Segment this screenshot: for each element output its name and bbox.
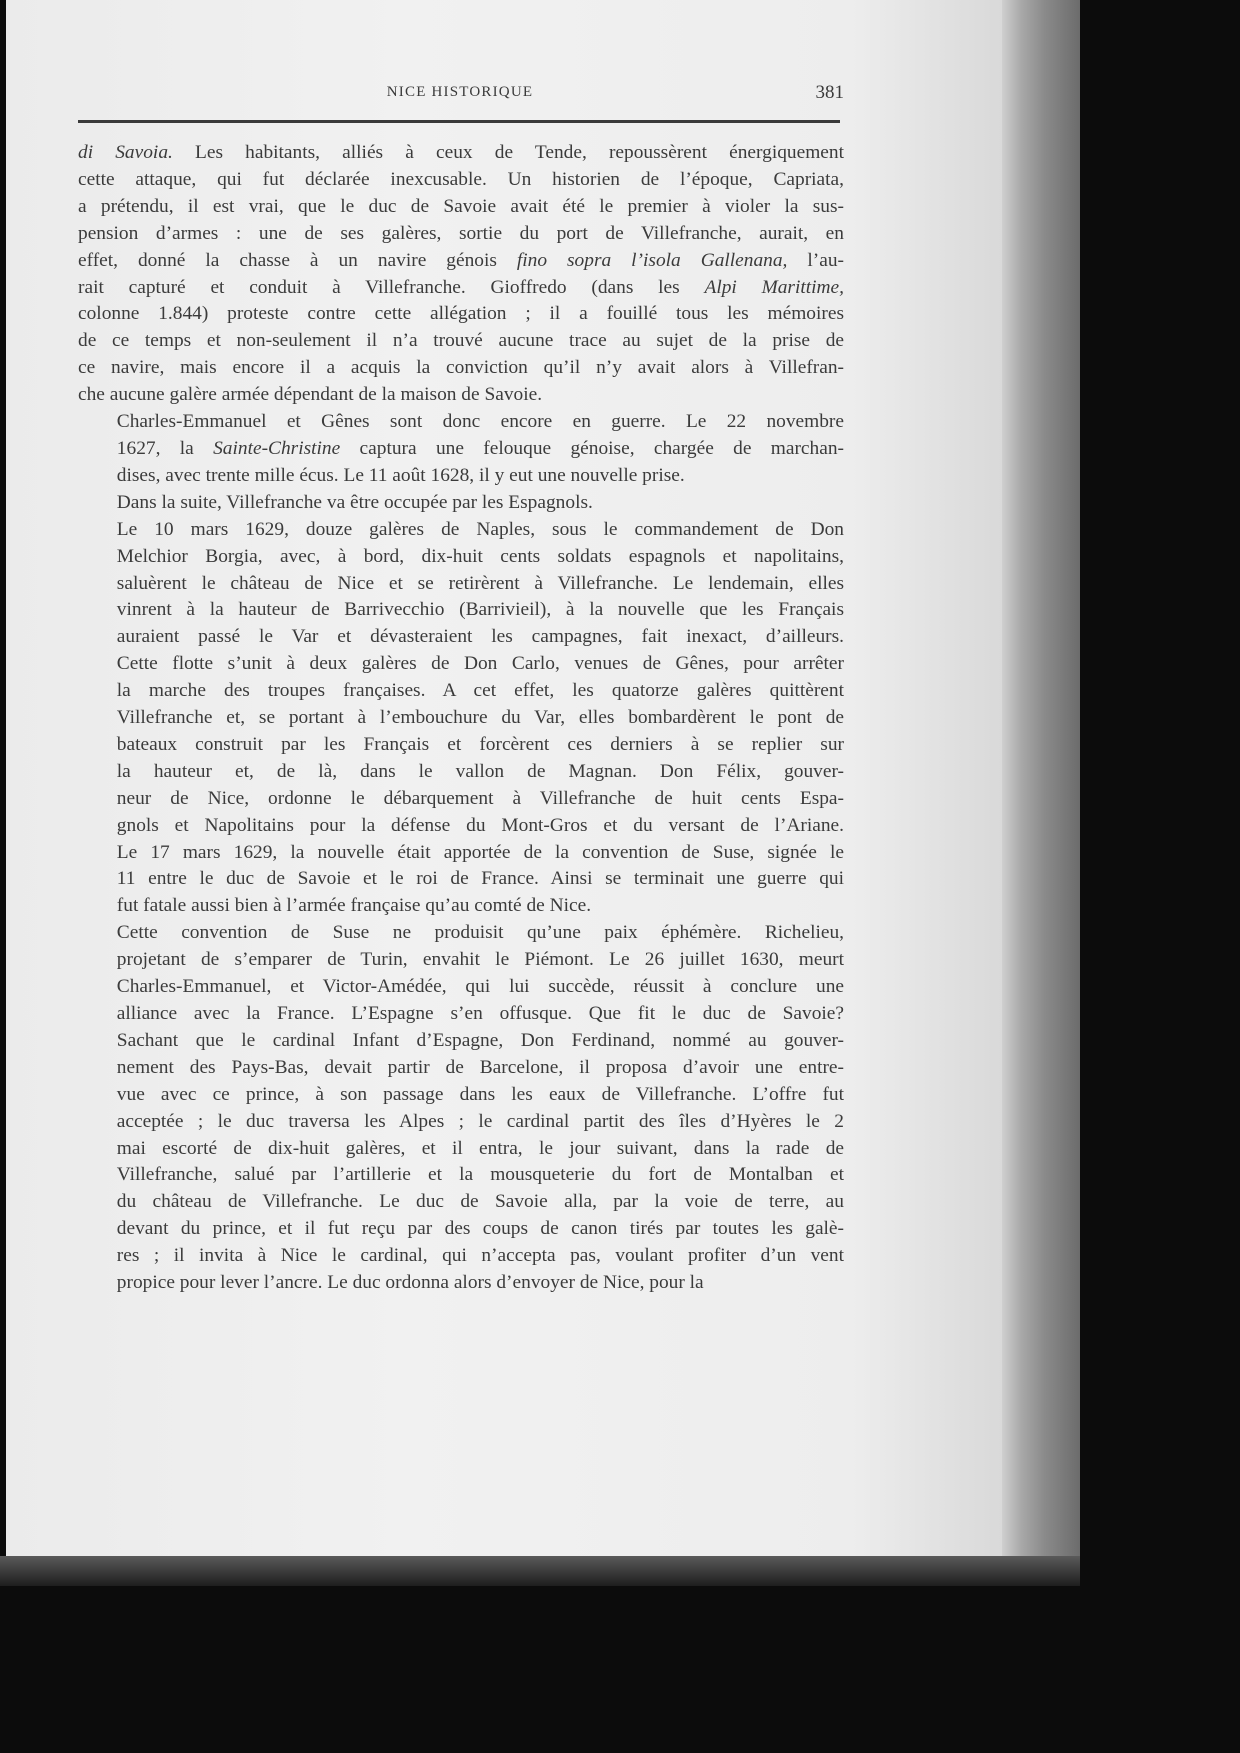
text-line [78, 705, 844, 732]
text-line [78, 1055, 844, 1082]
text-run: Sachant que le cardinal Infant d’Espagne, Don Ferdinand, nommé au gouver- [116, 1029, 844, 1051]
text-run: l’au- [787, 249, 845, 271]
text-run: vue avec ce prince, à son passage dans les eaux de Villefranche. L’offre fut [116, 1083, 844, 1105]
text-line [78, 624, 844, 651]
page-stack-edge [1002, 0, 1080, 1556]
text-run: res ; il invita à Nice le cardinal, qui n’accepta pas, voulant profiter d’un vent [116, 1245, 844, 1267]
text-line [78, 1162, 844, 1189]
paragraph [78, 409, 844, 490]
text-line [78, 893, 844, 920]
running-header [76, 84, 844, 108]
text-run: effet, donné la chasse à un navire génois [78, 249, 517, 271]
text-line [78, 571, 844, 598]
text-line [78, 678, 844, 705]
text-run: fut fatale aussi bien à l’armée française qu’au comté de Nice. [116, 895, 592, 917]
paragraph [78, 490, 844, 517]
text-run: Charles-Emmanuel et Gênes sont donc encore en guerre. Le 22 novembre [116, 411, 844, 433]
text-run: 11 entre le duc de Savoie et le roi de France. Ainsi se terminait une guerre qui [116, 868, 844, 890]
text-line [78, 597, 844, 624]
text-line [78, 813, 844, 840]
text-run: dises, avec trente mille écus. Le 11 août 1628, il y eut une nouvelle prise. [116, 464, 685, 486]
text-run: neur de Nice, ordonne le débarquement à Villefranche de huit cents Espa- [116, 787, 844, 809]
italic-text: Sainte-Christine [213, 437, 341, 459]
text-run: mai escorté de dix-huit galères, et il entra, le jour suivant, dans la rade de [116, 1137, 844, 1159]
text-run: ce navire, mais encore il a acquis la conviction qu’il n’y avait alors à Villefran- [78, 357, 844, 379]
text-line [78, 759, 844, 786]
text-run: Charles-Emmanuel, et Victor-Amédée, qui lui succède, réussit à conclure une [116, 976, 844, 998]
text-run: saluèrent le château de Nice et se retirèrent à Villefranche. Le lendemain, elles [116, 572, 844, 594]
paragraph [78, 517, 844, 921]
text-run: rait capturé et conduit à Villefranche. Gioffredo (dans les [78, 276, 705, 298]
text-run: colonne 1.844) proteste contre cette allégation ; il a fouillé tous les mémoires [78, 303, 844, 325]
text-run: nement des Pays-Bas, devait partir de Barcelone, il proposa d’avoir une entre- [116, 1056, 844, 1078]
text-line [78, 328, 844, 355]
text-run: Les habitants, alliés à ceux de Tende, repoussèrent énergiquement [172, 142, 844, 163]
text-run: Cette convention de Suse ne produisit qu’une paix éphémère. Richelieu, [116, 922, 844, 944]
header-rule [78, 120, 840, 123]
text-line [78, 140, 844, 167]
text-run: de ce temps et non-seulement il n’a trouvé aucune trace au sujet de la prise de [78, 330, 844, 352]
text-run: propice pour lever l’ancre. Le duc ordonna alors d’envoyer de Nice, pour la [116, 1272, 704, 1294]
text-line [78, 1270, 844, 1297]
text-line [78, 221, 844, 248]
text-line [78, 194, 844, 221]
text-line [78, 1082, 844, 1109]
text-run: Dans la suite, Villefranche va être occupée par les Espagnols. [116, 491, 593, 513]
text-run: vinrent à la hauteur de Barrivecchio (Barrivieil), à la nouvelle que les Français [116, 599, 844, 621]
paper-page [6, 0, 1002, 1556]
text-line [78, 786, 844, 813]
text-run: che aucune galère armée dépendant de la maison de Savoie. [78, 384, 543, 406]
text-line [78, 1109, 844, 1136]
text-run: 1627, la [116, 437, 214, 459]
italic-text: di Savoia. [78, 142, 173, 163]
text-line [78, 1189, 844, 1216]
text-line [78, 866, 844, 893]
text-line [78, 463, 844, 490]
text-line [78, 732, 844, 759]
scan-shadow [0, 1556, 1080, 1586]
text-line [78, 1001, 844, 1028]
text-run: acceptée ; le duc traversa les Alpes ; le cardinal partit des îles d’Hyères le 2 [116, 1110, 844, 1132]
text-line [78, 436, 844, 463]
text-line [78, 409, 844, 436]
text-run: Le 10 mars 1629, douze galères de Naples, sous le commandement de Don [116, 518, 844, 540]
text-line [78, 544, 844, 571]
text-run: gnols et Napolitains pour la défense du Mont-Gros et du versant de l’Ariane. [116, 814, 844, 836]
text-run: captura une felouque génoise, chargée de marchan- [340, 437, 844, 459]
text-line [78, 920, 844, 947]
paragraph [78, 920, 844, 1297]
text-line [78, 840, 844, 867]
text-run: du château de Villefranche. Le duc de Savoie alla, par la voie de terre, au [116, 1191, 844, 1213]
text-run: la hauteur et, de là, dans le vallon de Magnan. Don Félix, gouver- [116, 760, 844, 782]
text-run: bateaux construit par les Français et forcèrent ces derniers à se replier sur [116, 733, 844, 755]
text-line [78, 248, 844, 275]
text-run: a prétendu, il est vrai, que le duc de Savoie avait été le premier à violer la sus- [78, 195, 844, 217]
text-run: la marche des troupes françaises. A cet effet, les quatorze galères quittèrent [116, 680, 844, 702]
text-line [78, 947, 844, 974]
text-line [78, 490, 844, 517]
text-line [78, 301, 844, 328]
text-run: devant du prince, et il fut reçu par des coups de canon tirés par toutes les galè- [116, 1218, 844, 1240]
text-run: Villefranche et, se portant à l’embouchure du Var, elles bombardèrent le pont de [116, 707, 844, 729]
italic-text: fino sopra l’isola Gallenana, [516, 249, 788, 271]
running-title: NICE HISTORIQUE [386, 84, 534, 100]
text-line [78, 1028, 844, 1055]
text-line [78, 355, 844, 382]
text-run: Cette flotte s’unit à deux galères de Don Carlo, venues de Gênes, pour arrêter [116, 653, 844, 675]
text-run: alliance avec la France. L’Espagne s’en offusque. Que fit le duc de Savoie? [116, 1003, 844, 1024]
text-line [78, 167, 844, 194]
text-run: Melchior Borgia, avec, à bord, dix-huit cents soldats espagnols et napolitains, [116, 545, 844, 567]
italic-text: Alpi Marittime, [704, 276, 844, 298]
body-text [78, 140, 844, 1297]
text-line [78, 275, 844, 302]
text-run: auraient passé le Var et dévasteraient les campagnes, fait inexact, d’ailleurs. [116, 626, 844, 648]
text-run: pension d’armes : une de ses galères, sortie du port de Villefranche, aurait, en [78, 222, 844, 244]
text-run: Villefranche, salué par l’artillerie et la mousqueterie du fort de Montalban et [116, 1164, 844, 1186]
text-line [78, 1216, 844, 1243]
text-run: cette attaque, qui fut déclarée inexcusable. Un historien de l’époque, Capriata, [78, 168, 844, 190]
page-number: 381 [815, 82, 844, 103]
text-line [78, 517, 844, 544]
text-line [78, 974, 844, 1001]
text-line [78, 1243, 844, 1270]
text-run: Le 17 mars 1629, la nouvelle était apportée de la convention de Suse, signée le [116, 841, 844, 863]
paragraph [78, 140, 844, 409]
text-line [78, 651, 844, 678]
text-line [78, 382, 844, 409]
text-run: projetant de s’emparer de Turin, envahit le Piémont. Le 26 juillet 1630, meurt [116, 949, 844, 971]
text-line [78, 1136, 844, 1163]
